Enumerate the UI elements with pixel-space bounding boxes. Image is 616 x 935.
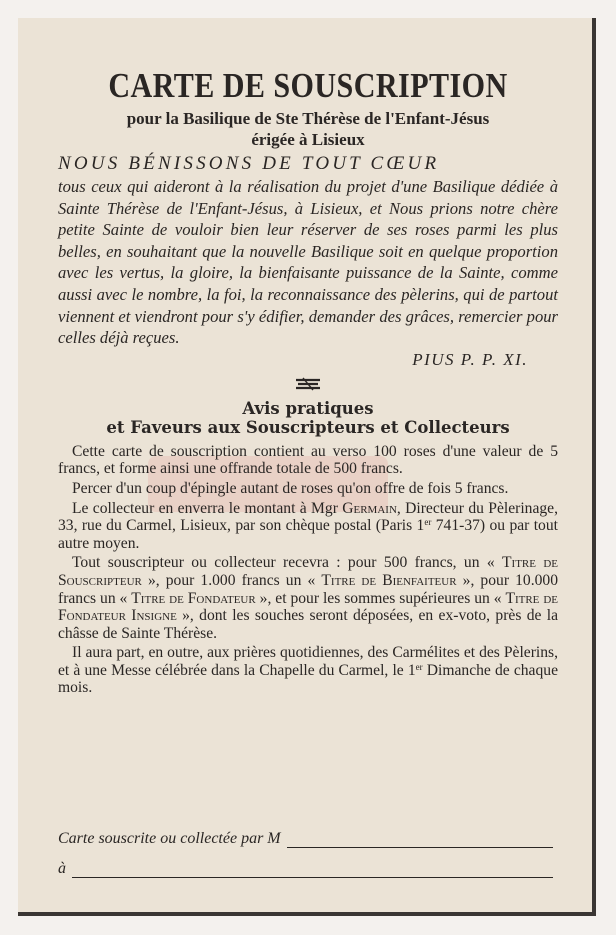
subscriber-name-field[interactable] [287,833,553,848]
p4-text-a: Tout souscripteur ou collecteur recevra : pour 500 francs, un « [72,554,503,572]
card-title: CARTE DE SOUSCRIPTION [108,66,508,105]
subscriber-line [58,824,553,848]
paragraph-titles [58,554,558,642]
title-fondateur: Titre de Fondateur [131,589,256,607]
blessing-lead: NOUS BÉNISSONS DE TOUT CŒUR [58,153,440,174]
subscription-form [58,824,553,884]
subscriber-label: Carte souscrite ou collectée par M [58,830,281,847]
avis-body [58,443,558,697]
location-line [58,854,553,878]
p3-text-b: , Directeur du Pèlerinage, 33, rue du Carmel, Lisieux, par son chèque postal (Paris 1 [58,499,558,535]
subtitle-line-1: pour la Basilique de Ste Thérèse de l'Enfant-Jésus [126,109,490,128]
card-subtitle [58,108,558,150]
paragraph-roses: Cette carte de souscription contient au verso 100 roses d'une valeur de 5 francs, et forme ainsi une offrande totale de 500 francs. [58,442,558,478]
p5-superscript: er [415,661,423,672]
card-content [58,66,558,699]
title-bienfaiteur: Titre de Bienfaiteur [321,571,457,589]
subscription-card [18,18,596,916]
papal-blessing [58,152,558,349]
avis-heading [58,399,558,437]
collector-name: Germain [342,499,397,517]
paragraph-pin: Percer d'un coup d'épingle autant de roses qu'on offre de fois 5 francs. [72,479,509,497]
paragraph-prayers [58,644,558,697]
papal-signature: PIUS P. P. XI. [412,349,528,369]
paragraph-collector [58,500,558,553]
p3-superscript: er [424,517,432,528]
p4-text-d: », et pour les sommes supérieures un « [255,589,506,607]
location-field[interactable] [72,863,553,878]
p4-text-c: », pour 10.000 francs un « [58,571,558,607]
avis-heading-line-1: Avis pratiques [242,398,374,418]
location-label: à [58,860,66,877]
avis-heading-line-2: et Faveurs aux Souscripteurs et Collecteurs [106,417,510,437]
p5-text-a: Il aura part, en outre, aux prières quotidiennes, des Carmélites et des Pèlerins, et à une Messe célébrée dans la Chapelle du Carmel, le 1 [58,644,558,679]
subtitle-line-2: érigée à Lisieux [251,130,365,149]
p3-text-a: Le collecteur en enverra le montant à Mgr [72,499,343,517]
p5-text-b: Dimanche de chaque mois. [58,661,558,697]
blessing-text: tous ceux qui aideront à la réalisation du projet d'une Basilique dédiée à Sainte Thérèse de l'Enfant-Jésus, à Lisieux, et Nous prions notre chère petite Sainte de vouloir bien leur réserver de ses roses parmi les plus belles, en souhaitant que la nouvelle Basilique soit en quelque proportion avec les vertus, la gloire, la bienfaisante puissance de la Sainte, comme aussi avec le nombre, la foi, la reconnaissance des pèlerins, qui de partout viennent et viendront pour s'y édifier, demander des grâces, remercier pour celles déjà reçues. [58,177,558,348]
ornament-icon [58,377,558,393]
title-souscripteur: Titre de Souscripteur [58,554,558,589]
title-fondateur-insigne: Titre de Fondateur Insigne [58,589,558,625]
p4-text-b: », pour 1.000 francs un « [141,571,322,589]
p3-text-c: 741-37) ou par tout autre moyen. [58,517,558,552]
p4-text-e: », dont les souches seront déposées, en ex-voto, près de la châsse de Sainte Thérèse. [58,607,559,642]
